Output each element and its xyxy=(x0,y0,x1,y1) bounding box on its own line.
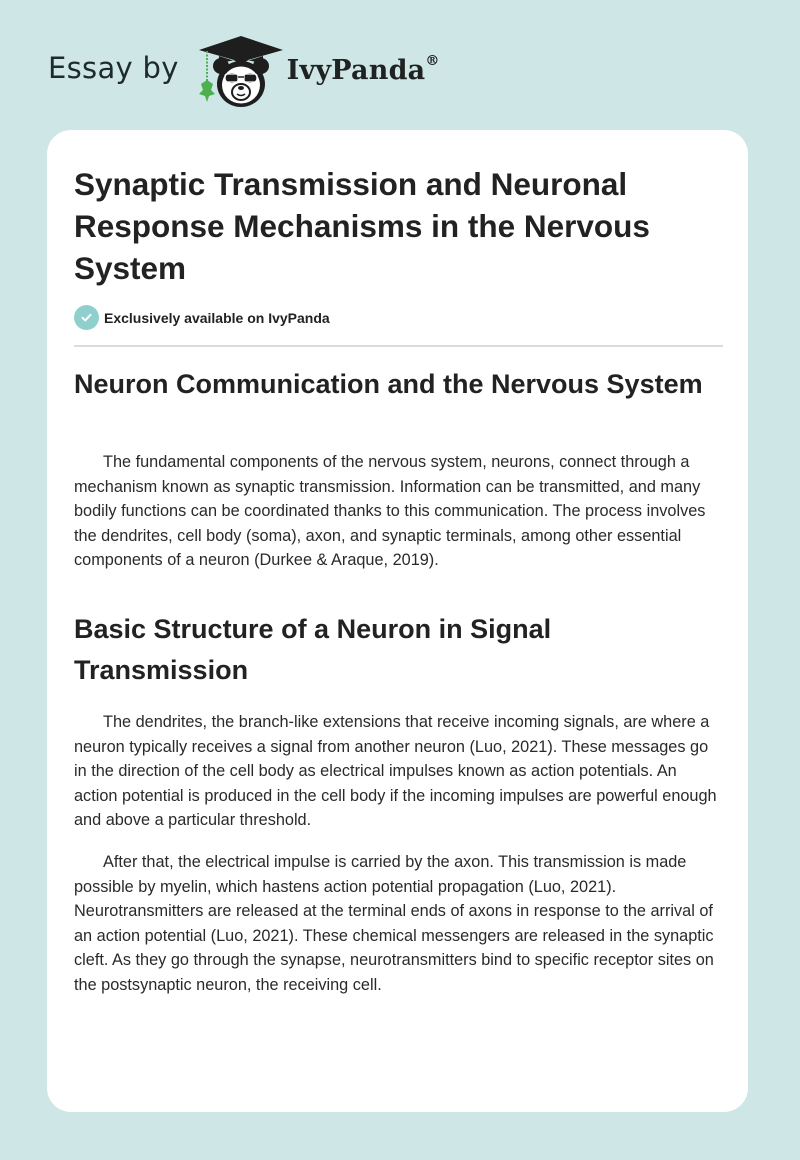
brand-text: IvyPanda xyxy=(286,54,426,86)
paragraph: The fundamental components of the nervous system, neurons, connect through a mechanism known as synaptic transmission. Information can be transmitted, and many bodily functions can be coordinated thanks to this communication. The process involves the dendrites, cell body (soma), axon, and synaptic terminals, among other essential components of a neuron (Durkee & Araque, 2019). xyxy=(74,453,706,570)
brand-name[interactable] xyxy=(286,52,440,86)
essay-card xyxy=(47,130,748,1112)
paragraph: The dendrites, the branch-like extensions that receive incoming signals, are where a neuron typically receives a signal from another neuron (Luo, 2021). These messages go in the direction of the cell body as electrical impulses known as action potentials. An action potential is produced in the cell body if the incoming impulses are powerful enough and above a particular threshold. xyxy=(74,713,717,830)
essay-title: Synaptic Transmission and Neuronal Response Mechanisms in the Nervous System xyxy=(74,166,650,286)
section-heading-neuron-communication: Neuron Communication and the Nervous System xyxy=(74,369,703,399)
panda-logo-icon[interactable] xyxy=(197,34,285,110)
check-circle-icon xyxy=(74,305,99,330)
section-heading-basic-structure: Basic Structure of a Neuron in Signal Transmission xyxy=(74,614,552,685)
registered-mark: ® xyxy=(425,52,440,69)
exclusive-badge xyxy=(74,305,330,330)
divider xyxy=(74,345,723,347)
essay-by-label: Essay by xyxy=(48,51,179,85)
site-header xyxy=(48,34,440,110)
paragraph: After that, the electrical impulse is carried by the axon. This transmission is made possible by myelin, which hastens action potential propagation (Luo, 2021). Neurotransmitters are released at the terminal ends of axons in response to the arrival of an action potential (Luo, 2021). These chemical messengers are released in the synaptic cleft. As they go through the synapse, neurotransmitters bind to specific receptor sites on the postsynaptic neuron, the receiving cell. xyxy=(74,853,714,994)
exclusive-label: Exclusively available on IvyPanda xyxy=(104,309,330,326)
